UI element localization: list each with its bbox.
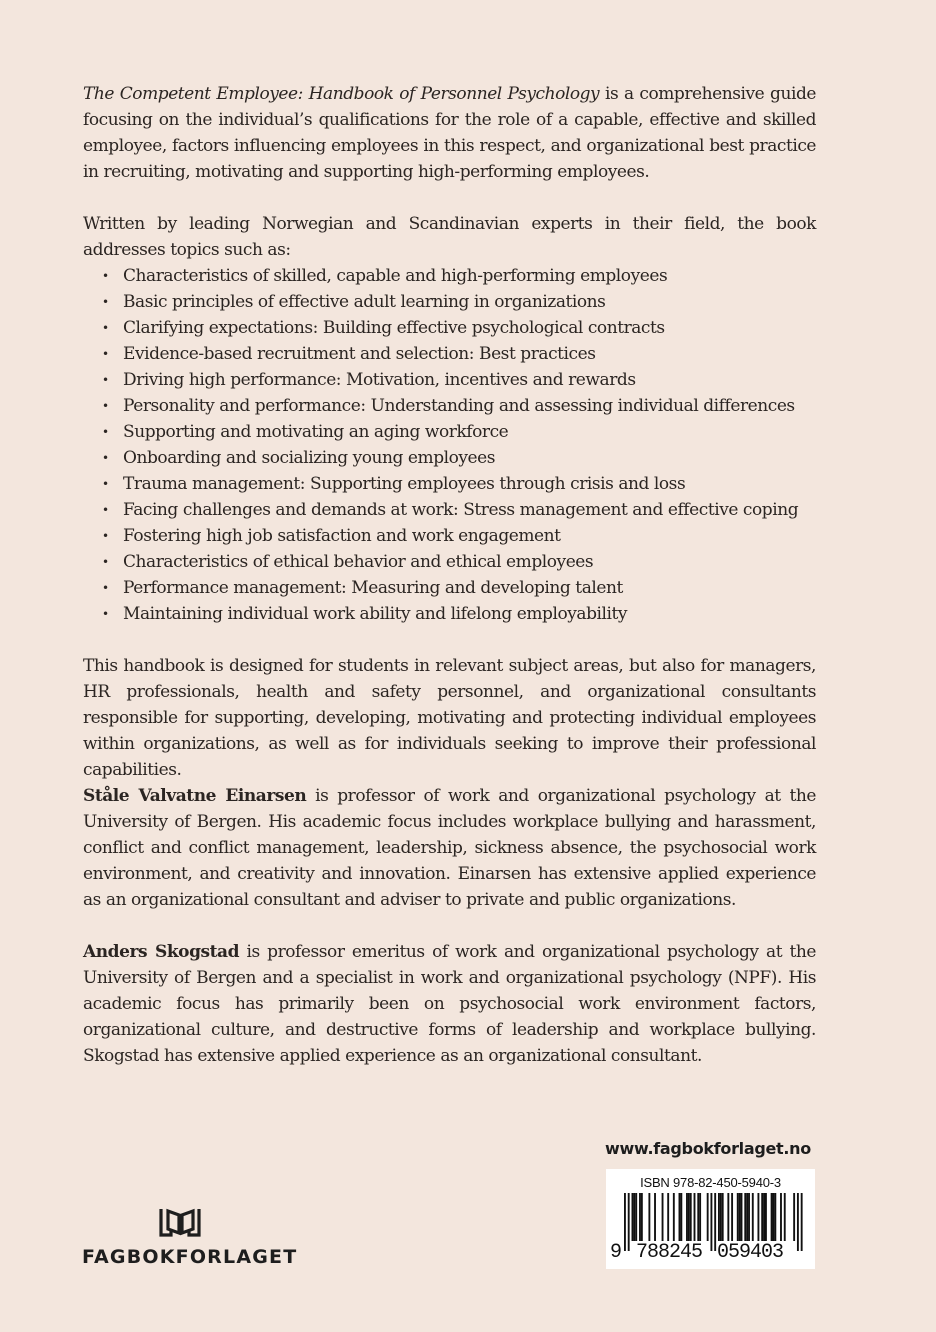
barcode-bar: [727, 1193, 729, 1241]
isbn-label: ISBN 978-82-450-5940-3: [640, 1175, 781, 1190]
barcode-bar: [694, 1193, 696, 1241]
topics-section: [83, 211, 816, 627]
topic-item: • Trauma management: Supporting employees through crisis and loss: [83, 471, 816, 497]
audience-paragraph: [83, 653, 816, 783]
author-bio-text: is professor emeritus of work and organizational psychology at the University of Bergen and a specialist in work and organizational psychology (NPF). His academic focus has primarily been on psychosocial work environment factors, organizational culture, and destructive forms of leadership and workplace bullying. Skogstad has extensive applied experience as an organizational consultant.: [83, 942, 816, 1066]
barcode-bar: [635, 1193, 637, 1241]
barcode-bar: [731, 1193, 733, 1241]
barcode-bar: [744, 1193, 746, 1241]
barcode-bar: [746, 1193, 748, 1241]
barcode-digits-right: 059403: [717, 1241, 784, 1264]
barcode-bar: [774, 1193, 776, 1241]
intro-paragraph: [83, 81, 816, 185]
barcode-bar: [673, 1193, 675, 1241]
topic-item: • Driving high performance: Motivation, incentives and rewards: [83, 367, 816, 393]
barcode-bar: [632, 1193, 634, 1241]
barcode-bar: [648, 1193, 650, 1241]
barcode-bar: [741, 1193, 743, 1241]
open-book-icon: [159, 1206, 201, 1238]
barcode-bar: [763, 1193, 765, 1241]
topic-item: • Fostering high job satisfaction and work engagement: [83, 523, 816, 549]
barcode-bar: [688, 1193, 690, 1241]
topic-item: • Basic principles of effective adult learning in organizations: [83, 289, 816, 315]
book-title: The Competent Employee: Handbook of Personnel Psychology: [83, 84, 600, 104]
barcode-digits-left: 788245: [636, 1241, 703, 1264]
topic-item: • Performance management: Measuring and developing talent: [83, 575, 816, 601]
author-bio-text: is professor of work and organizational psychology at the University of Bergen. His academic focus includes workplace bullying and harassment, conflict and conflict management, leadership, sickness absence, the psychosocial work environment, and creativity and innovation. Einarsen has extensive applied experience as an organizational consultant and adviser to private and public organizations.: [83, 786, 816, 910]
barcode-bar: [641, 1193, 643, 1241]
intro-text: is a comprehensive guide focusing on the individual’s qualifications for the role of a capable, effective and skilled employee, factors influencing employees in this respect, and organizational best practice in recruiting, motivating and supporting high-performing employees.: [83, 84, 816, 182]
topic-item: • Characteristics of ethical behavior and ethical employees: [83, 549, 816, 575]
barcode-bar: [748, 1193, 750, 1241]
barcode-bar: [771, 1193, 773, 1241]
topic-item: • Onboarding and socializing young employees: [83, 445, 816, 471]
barcode-bar: [718, 1193, 720, 1241]
author-name: Ståle Valvatne Einarsen: [83, 786, 307, 806]
barcode-bar: [757, 1193, 759, 1241]
publisher-logo-name: FAGBOKFORLAGET: [82, 1246, 298, 1268]
barcode-bar: [739, 1193, 741, 1241]
topic-item: • Supporting and motivating an aging workforce: [83, 419, 816, 445]
barcode-bar: [633, 1193, 635, 1241]
barcode-bar: [793, 1193, 795, 1241]
author-name: Anders Skogstad: [83, 942, 240, 962]
topic-item: • Maintaining individual work ability and lifelong employability: [83, 601, 816, 627]
author-bio-skogstad: [83, 939, 816, 1069]
audience-text: This handbook is designed for students in relevant subject areas, but also for managers, HR professionals, health and safety personnel, and organizational consultants responsible for supporting, developing, motivating and protecting individual employees within organizations, as well as for individuals seeking to improve their professional capabilities.: [83, 656, 816, 780]
barcode-digit-first: 9: [610, 1241, 623, 1264]
isbn-barcode: [606, 1169, 815, 1269]
barcode-bar: [639, 1193, 641, 1241]
barcode-bar: [784, 1193, 786, 1241]
barcode-bar: [752, 1193, 754, 1241]
barcode-bar: [761, 1193, 763, 1241]
topic-item: • Clarifying expectations: Building effective psychological contracts: [83, 315, 816, 341]
barcode-bar: [654, 1193, 656, 1241]
topics-lead: Written by leading Norwegian and Scandinavian experts in their field, the book addresses topics such as:: [83, 214, 816, 260]
barcode-bar: [690, 1193, 692, 1241]
barcode-bar: [667, 1193, 669, 1241]
barcode-bar: [699, 1193, 701, 1241]
topic-item: • Personality and performance: Understanding and assessing individual differences: [83, 393, 816, 419]
barcode-bar: [765, 1193, 767, 1241]
barcode-digits: [606, 1241, 815, 1265]
barcode-bar: [686, 1193, 688, 1241]
topics-list: [83, 263, 816, 627]
topic-item: • Characteristics of skilled, capable and high-performing employees: [83, 263, 816, 289]
publisher-website: www.fagbokforlaget.no: [605, 1139, 811, 1158]
barcode-bar: [707, 1193, 709, 1241]
barcode-bar: [780, 1193, 782, 1241]
barcode-bar: [773, 1193, 775, 1241]
barcode-bar: [722, 1193, 724, 1241]
author-bio-einarsen: [83, 783, 816, 913]
barcode-bar: [697, 1193, 699, 1241]
topic-item: • Facing challenges and demands at work: Stress management and effective coping: [83, 497, 816, 523]
barcode-bar: [737, 1193, 739, 1241]
barcode-bar: [679, 1193, 681, 1241]
barcode-bar: [680, 1193, 682, 1241]
topic-item: • Evidence-based recruitment and selection: Best practices: [83, 341, 816, 367]
barcode-bar: [662, 1193, 664, 1241]
barcode-bar: [720, 1193, 722, 1241]
